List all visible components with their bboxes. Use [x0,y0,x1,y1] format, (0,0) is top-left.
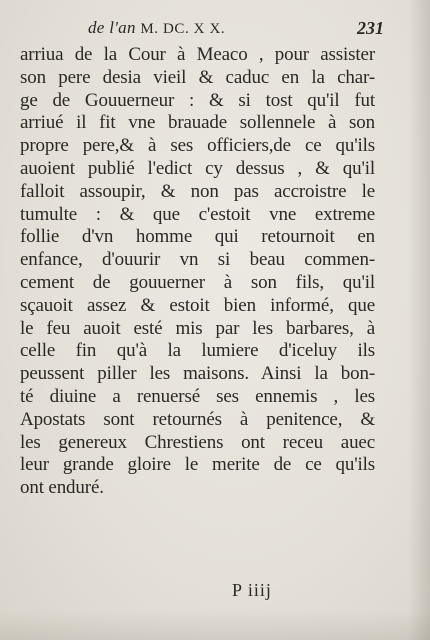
running-head [88,18,225,38]
text-line: propre pere,& à ses officiers,de ce qu'ils [20,135,375,157]
text-line: leur grande gloire le merite de ce qu'ils [20,454,375,476]
page-header [78,18,384,40]
signature-mark: P iiij [232,580,272,600]
text-line: ge de Gouuerneur : & si tost qu'il fut [20,89,375,111]
text-line: les genereux Chrestiens ont receu auec [20,431,375,453]
running-head-year: M. DC. X X. [140,21,226,37]
body-text [20,44,375,500]
text-line: cement de gouuerner à son fils, qu'il [20,271,375,293]
text-line: follie d'vn homme qui retournoit en [20,226,375,248]
page-edge-shadow [408,0,430,640]
page-bottom-shadow [0,610,430,640]
text-line: arriué il fit vne brauade sollennele à son [20,112,375,134]
text-line: arriua de la Cour à Meaco , pour assister [20,44,375,65]
text-line: enfance, d'ouurir vn si beau commen- [20,249,375,271]
page-number: 231 [357,18,384,38]
text-line: sçauoit assez & estoit bien informé, que [20,294,375,316]
text-line: té diuine a renuersé ses ennemis , les [20,385,375,407]
text-line: auoient publié l'edict cy dessus , & qu'il [20,157,375,179]
text-line: celle fin qu'à la lumiere d'iceluy ils [20,340,375,362]
text-line: tumulte : & que c'estoit vne extreme [20,203,375,225]
text-line: le feu auoit esté mis par les barbares, à [20,317,375,339]
text-line: Apostats sont retournés à penitence, & [20,408,375,430]
text-line: peussent piller les maisons. Ainsi la bon- [20,363,375,385]
text-line: falloit assoupir, & non pas accroistre le [20,180,375,202]
running-head-italic: de l'an [88,18,141,37]
text-line-last: ont enduré. [20,477,104,499]
text-line: son pere desia vieil & caduc en la char- [20,66,375,88]
